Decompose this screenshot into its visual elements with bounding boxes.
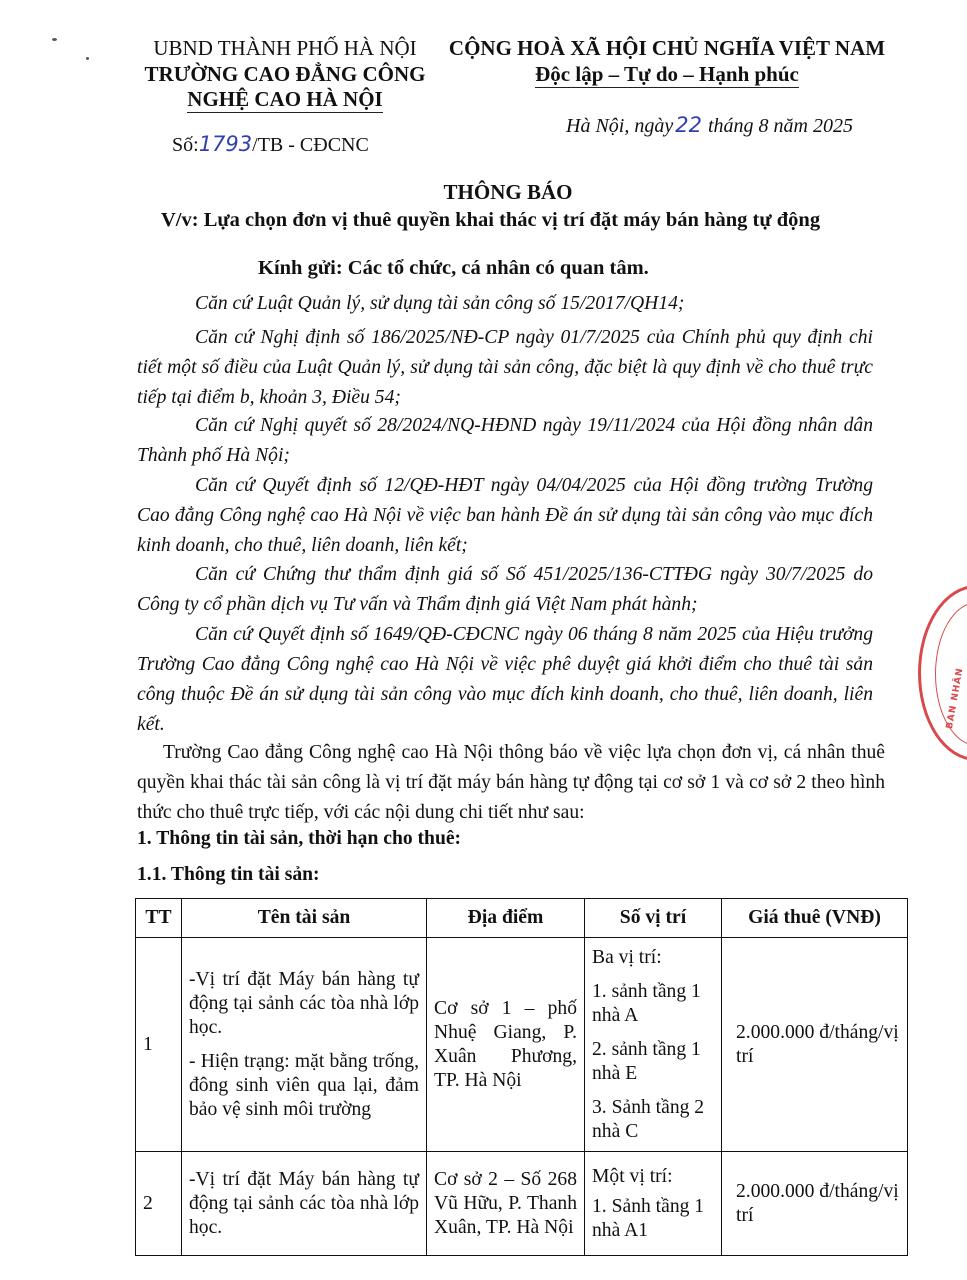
- legal-basis-3: Căn cứ Nghị quyết số 28/2024/NQ-HĐND ngày 19/11/2024 của Hội đồng nhân dân Thành phố Hà Nội;: [137, 415, 873, 466]
- asset-table: [135, 898, 908, 1256]
- date-prefix: Hà Nội, ngày: [566, 115, 674, 137]
- positions-title: Ba vị trí:: [592, 946, 662, 968]
- table-row: [136, 1152, 908, 1256]
- notice-subject: V/v: Lựa chọn đơn vị thuê quyền khai thác vị trí đặt máy bán hàng tự động: [161, 209, 821, 231]
- date-day-handwritten: 22: [675, 113, 702, 137]
- legal-basis-5: Căn cứ Chứng thư thẩm định giá số Số 451/2025/136-CTTĐG ngày 30/7/2025 do Công ty cổ phần dịch vụ Tư vấn và Thẩm định giá Việt Nam phát hành;: [137, 564, 873, 615]
- price-cell: 2.000.000 đ/tháng/vị trí: [722, 1152, 908, 1256]
- document-number: [172, 134, 369, 155]
- asset-name-cell: [182, 938, 427, 1152]
- number-prefix: Số:: [172, 134, 199, 156]
- issue-date: [566, 115, 853, 136]
- nation-header: [432, 38, 902, 88]
- asset-name-cell: -Vị trí đặt Máy bán hàng tự động tại sảnh các tòa nhà lớp học.: [182, 1152, 427, 1256]
- asset-name: -Vị trí đặt Máy bán hàng tự động tại sảnh các tòa nhà lớp học.: [189, 968, 419, 1038]
- table-row: [136, 938, 908, 1152]
- number-suffix: /TB - CĐCNC: [252, 134, 369, 156]
- position-item: 2. sảnh tầng 1 nhà E: [592, 1038, 701, 1084]
- position-item: 1. sảnh tầng 1 nhà A: [592, 980, 701, 1026]
- org-parent: UBND THÀNH PHỐ HÀ NỘI: [153, 36, 417, 60]
- positions-cell: [585, 938, 722, 1152]
- position-item: 3. Sảnh tầng 2 nhà C: [592, 1096, 705, 1142]
- motto: Độc lập – Tự do – Hạnh phúc: [535, 62, 799, 86]
- number-handwritten: 1793: [198, 132, 253, 156]
- positions-cell: [585, 1152, 722, 1256]
- official-seal: [918, 585, 967, 761]
- position-item: 1. Sảnh tầng 1 nhà A1: [592, 1195, 705, 1241]
- legal-basis-2: Căn cứ Nghị định số 186/2025/NĐ-CP ngày 01/7/2025 của Chính phủ quy định chi tiết một số điều của Luật Quản lý, sử dụng tài sản công, đặc biệt là quy định về cho thuê trực tiếp tại điểm b, khoản 3, Điều 54;: [137, 327, 873, 408]
- asset-status: - Hiện trạng: mặt bằng trống, đông sinh viên qua lại, đảm bảo vệ sinh môi trường: [189, 1050, 419, 1120]
- notice-title: THÔNG BÁO: [443, 180, 573, 204]
- column-header: Giá thuê (VNĐ): [722, 899, 908, 938]
- legal-basis-4: Căn cứ Quyết định số 12/QĐ-HĐT ngày 04/04/2025 của Hội đồng trường Trường Cao đẳng Công nghệ cao Hà Nội về việc ban hành Đề án sử dụng tài sản công vào mục đích kinh doanh, cho thuê, liên doanh, liên kết;: [137, 475, 873, 556]
- table-header-row: [136, 899, 908, 938]
- nation-title: CỘNG HOÀ XÃ HỘI CHỦ NGHĨA VIỆT NAM: [448, 36, 886, 60]
- recipient-line: Kính gửi: Các tổ chức, cá nhân có quan tâm.: [258, 257, 649, 279]
- legal-basis-6: Căn cứ Quyết định số 1649/QĐ-CĐCNC ngày 06 tháng 8 năm 2025 của Hiệu trưởng Trường Cao đẳng Công nghệ cao Hà Nội về việc phê duyệt giá khởi điểm cho thuê tài sản công thuộc Đề án sử dụng tài sản công vào mục đích kinh doanh, cho thuê, liên doanh, liên kết.: [137, 624, 873, 735]
- section-1-heading: 1. Thông tin tài sản, thời hạn cho thuê:: [137, 828, 462, 849]
- column-header: Số vị trí: [585, 899, 722, 938]
- location-cell: Cơ sở 2 – Số 268 Vũ Hữu, P. Thanh Xuân, TP. Hà Nội: [427, 1152, 585, 1256]
- row-number: 1: [136, 938, 182, 1152]
- intro-paragraph: Trường Cao đẳng Công nghệ cao Hà Nội thông báo về việc lựa chọn đơn vị, cá nhân thuê quyền khai thác tài sản công là vị trí đặt máy bán hàng tự động tại cơ sở 1 và cơ sở 2 theo hình thức cho thuê trực tiếp, với các nội dung chi tiết như sau:: [137, 742, 885, 823]
- price-cell: 2.000.000 đ/tháng/vị trí: [722, 938, 908, 1152]
- org-name-line1: TRƯỜNG CAO ĐẲNG CÔNG: [144, 62, 426, 86]
- org-header: [110, 38, 460, 117]
- date-suffix: tháng 8 năm 2025: [707, 115, 853, 137]
- scan-speck: [86, 57, 89, 60]
- column-header: TT: [136, 899, 182, 938]
- column-header: Tên tài sản: [182, 899, 427, 938]
- seal-text: BAN NHÂN: [945, 666, 966, 730]
- row-number: 2: [136, 1152, 182, 1256]
- scan-speck: [52, 38, 57, 41]
- location-cell: Cơ sở 1 – phố Nhuệ Giang, P. Xuân Phương, TP. Hà Nội: [427, 938, 585, 1152]
- legal-basis-1: Căn cứ Luật Quản lý, sử dụng tài sản công số 15/2017/QH14;: [195, 293, 685, 314]
- section-1-1-heading: 1.1. Thông tin tài sản:: [137, 864, 320, 885]
- positions-title: Một vị trí:: [592, 1165, 673, 1187]
- org-name-line2: NGHỆ CAO HÀ NỘI: [187, 87, 383, 111]
- column-header: Địa điểm: [427, 899, 585, 938]
